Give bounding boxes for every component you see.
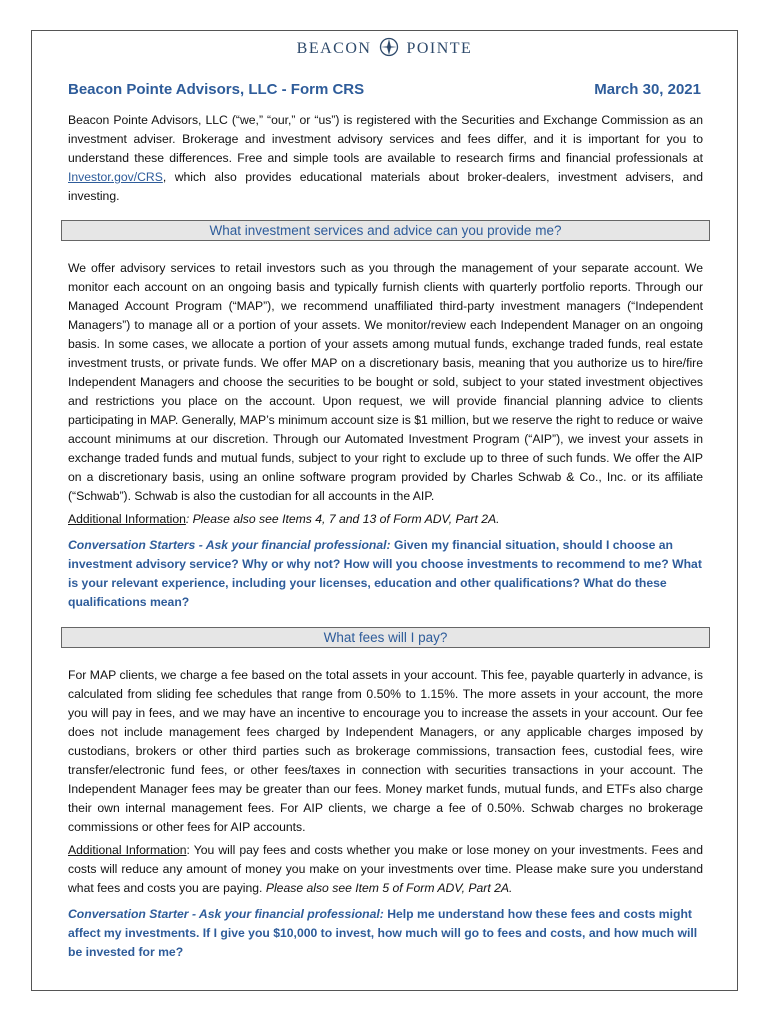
- services-conversation-starter: [68, 536, 703, 612]
- starter-text: Given my financial situation, should I choose an investment advisory service? Why or why not? How will you choose investments to recommend to me? What is your relevant experience, including your licenses, education and other qualifications? What do these qualifications mean?: [68, 538, 702, 609]
- compass-icon: [379, 37, 399, 57]
- fees-starter-text: Help me understand how these fees and costs might affect my investments. If I give you $10,000 to invest, how much will go to fees and costs, and how much will be invested for me?: [68, 907, 698, 959]
- fees-additional-italic: Please also see Item 5 of Form ADV, Part 2A.: [265, 881, 513, 895]
- investor-gov-link[interactable]: Investor.gov/CRS: [68, 170, 163, 184]
- starter-label: Conversation Starters - Ask your financial professional:: [68, 538, 391, 552]
- services-section-heading: What investment services and advice can you provide me?: [61, 220, 710, 241]
- services-additional-info: [68, 510, 703, 529]
- intro-paragraph: [68, 111, 703, 206]
- fees-additional-info: [68, 841, 703, 898]
- fees-additional-text: : You will pay fees and costs whether you make or lose money on your investments. Fees and costs will reduce any amount of money you make on your investments over time. Please make sure you understand what fees and costs you are paying.: [68, 843, 703, 895]
- document-page: [31, 30, 738, 991]
- intro-text-end: , which also provides educational materials about broker-dealers, investment advisers, and investing.: [68, 170, 703, 203]
- services-body: We offer advisory services to retail investors such as you through the management of your separate account. We monitor each account on an ongoing basis and typically furnish clients with quarterly portfolio reports. Through our Managed Account Program (“MAP”), we recommend unaffiliated third-party investment managers (“Independent Managers”) to manage all or a portion of your assets. We monitor/review each Independent Manager on an ongoing basis. In some cases, we allocate a portion of your assets among mutual funds, exchange traded funds, real estate investment trusts, or private funds. We offer MAP on a discretionary basis, meaning that you authorize us to hire/fire Independent Managers and choose the securities to be bought or sold, subject to your stated investment objectives and restrictions you place on the account. Upon request, we will provide financial planning advice to clients participating in MAP. Generally, MAP’s minimum account size is $1 million, but we reserve the right to reduce or waive account minimums at our discretion. Through our Automated Investment Program (“AIP”), we invest your assets in exchange traded funds and mutual funds, subject to your right to exclude up to three of such funds. We offer the AIP on a discretionary basis, using an online software program provided by Charles Schwab & Co., Inc. or its affiliate (“Schwab”). Schwab is also the custodian for all accounts in the AIP.: [68, 261, 703, 503]
- additional-info-label: Additional Information: [68, 512, 186, 526]
- additional-info-text: : Please also see Items 4, 7 and 13 of Form ADV, Part 2A.: [185, 512, 500, 526]
- fees-starter-label: Conversation Starter - Ask your financial professional:: [68, 907, 384, 921]
- fees-conversation-starter: [68, 905, 703, 962]
- fees-additional-label: Additional Information: [68, 843, 187, 857]
- logo-word-left: BEACON: [296, 40, 372, 57]
- fees-section-heading: What fees will I pay?: [61, 627, 710, 648]
- document-title: Beacon Pointe Advisors, LLC - Form CRS: [68, 81, 365, 98]
- logo-word-right: POINTE: [406, 40, 473, 57]
- beacon-pointe-logo: [32, 37, 737, 58]
- document-date: March 30, 2021: [594, 81, 701, 98]
- fees-body: For MAP clients, we charge a fee based on the total assets in your account. This fee, payable quarterly in advance, is calculated from sliding fee schedules that range from 0.50% to 1.15%. The more assets in your account, the more you will pay in fees, and we may have an incentive to encourage you to increase the assets in your account. Our fee does not include management fees charged by Independent Managers, or any applicable charges imposed by custodians, brokers or other third parties such as brokerage commissions, transaction fees, custodial fees, wire transfer/electronic fund fees, or other fees/taxes in connection with securities transactions in your account. The Independent Manager fees may be greater than our fees. Money market funds, mutual funds, and ETFs also charge their own internal management fees. For AIP clients, we charge a fee of 0.50%. Schwab charges no brokerage commissions or other fees for AIP accounts.: [68, 668, 703, 834]
- intro-text: Beacon Pointe Advisors, LLC (“we,” “our,” or “us”) is registered with the Securities and Exchange Commission as an investment adviser. Brokerage and investment advisory services and fees differ, and it is important for you to understand these differences. Free and simple tools are available to research firms and financial professionals at: [68, 113, 703, 165]
